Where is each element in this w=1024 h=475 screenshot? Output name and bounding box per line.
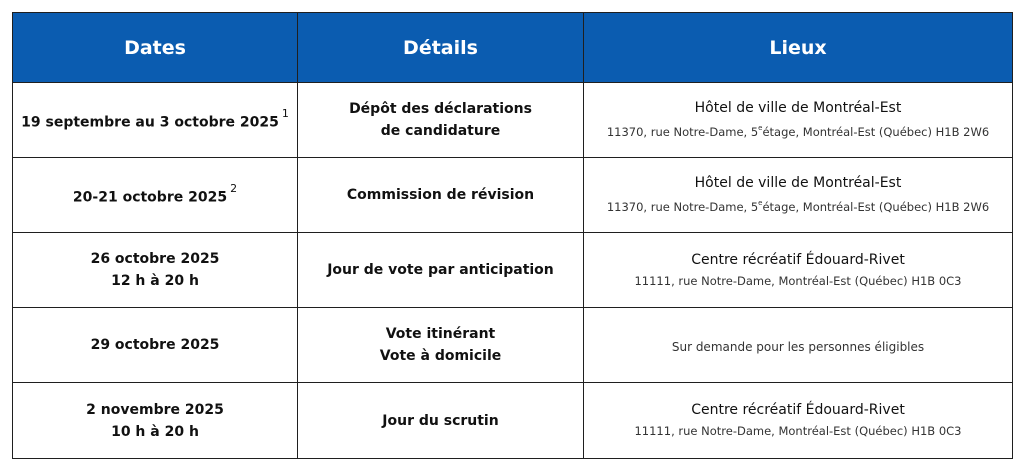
date-cell: [13, 308, 298, 383]
date-cell: [13, 158, 298, 233]
details-line: Vote à domicile: [379, 348, 502, 364]
table-row: [13, 83, 1013, 158]
place-name: Hôtel de ville de Montréal-Est: [694, 175, 902, 192]
footnote-marker: 2: [230, 182, 238, 196]
place-address: [584, 194, 1012, 217]
details-line: Jour du scrutin: [382, 412, 499, 429]
table-row: [13, 233, 1013, 308]
time-text: 12 h à 20 h: [111, 273, 199, 289]
floor-superscript: e: [758, 124, 763, 133]
footnote-marker: 1: [281, 107, 289, 121]
details-cell: [298, 233, 584, 308]
table-row: [13, 383, 1013, 459]
date-text: 20-21 octobre 2025: [72, 189, 228, 206]
place-address-part: 11370, rue Notre-Dame, 5: [606, 199, 759, 214]
details-line: Jour de vote par anticipation: [327, 262, 554, 278]
date-text: 19 septembre au 3 octobre 2025: [21, 114, 279, 131]
details-cell: [298, 308, 584, 383]
date-text: 2 novembre 2025: [86, 401, 224, 418]
details-line: Dépôt des déclarations: [349, 101, 532, 117]
place-address: 11111, rue Notre-Dame, Montréal-Est (Québec) H1B 0C3: [634, 273, 962, 288]
date-text: 26 octobre 2025: [90, 251, 220, 267]
table-row: [13, 308, 1013, 383]
place-note: Sur demande pour les personnes éligibles: [671, 339, 925, 354]
place-cell: [584, 83, 1013, 158]
place-address-part: étage, Montréal-Est (Québec) H1B 2W6: [762, 199, 990, 214]
place-name: Hôtel de ville de Montréal-Est: [694, 100, 902, 117]
place-name: Centre récréatif Édouard-Rivet: [691, 251, 905, 268]
header-details: Détails: [298, 13, 584, 83]
header-places: Lieux: [584, 13, 1013, 83]
time-text: 10 h à 20 h: [111, 423, 199, 440]
details-cell: [298, 158, 584, 233]
place-address-part: étage, Montréal-Est (Québec) H1B 2W6: [762, 124, 990, 139]
place-address: 11111, rue Notre-Dame, Montréal-Est (Québec) H1B 0C3: [634, 424, 962, 438]
details-cell: [298, 83, 584, 158]
place-cell: [584, 158, 1013, 233]
details-line: Vote itinérant: [385, 326, 496, 342]
floor-superscript: e: [758, 199, 763, 208]
date-cell: [13, 83, 298, 158]
details-line: de candidature: [380, 123, 501, 139]
table-row: [13, 158, 1013, 233]
date-text: 29 octobre 2025: [90, 337, 220, 353]
table-header-row: [13, 13, 1013, 83]
place-address: [584, 119, 1012, 142]
place-name: Centre récréatif Édouard-Rivet: [691, 402, 905, 418]
place-address-part: 11370, rue Notre-Dame, 5: [606, 124, 759, 139]
date-cell: [13, 233, 298, 308]
details-cell: [298, 383, 584, 459]
schedule-table-wrapper: [12, 12, 1012, 459]
details-line: Commission de révision: [346, 187, 535, 203]
place-cell: [584, 308, 1013, 383]
header-dates: Dates: [13, 13, 298, 83]
place-cell: [584, 383, 1013, 459]
place-cell: [584, 233, 1013, 308]
election-schedule-table: [12, 12, 1013, 459]
date-cell: [13, 383, 298, 459]
